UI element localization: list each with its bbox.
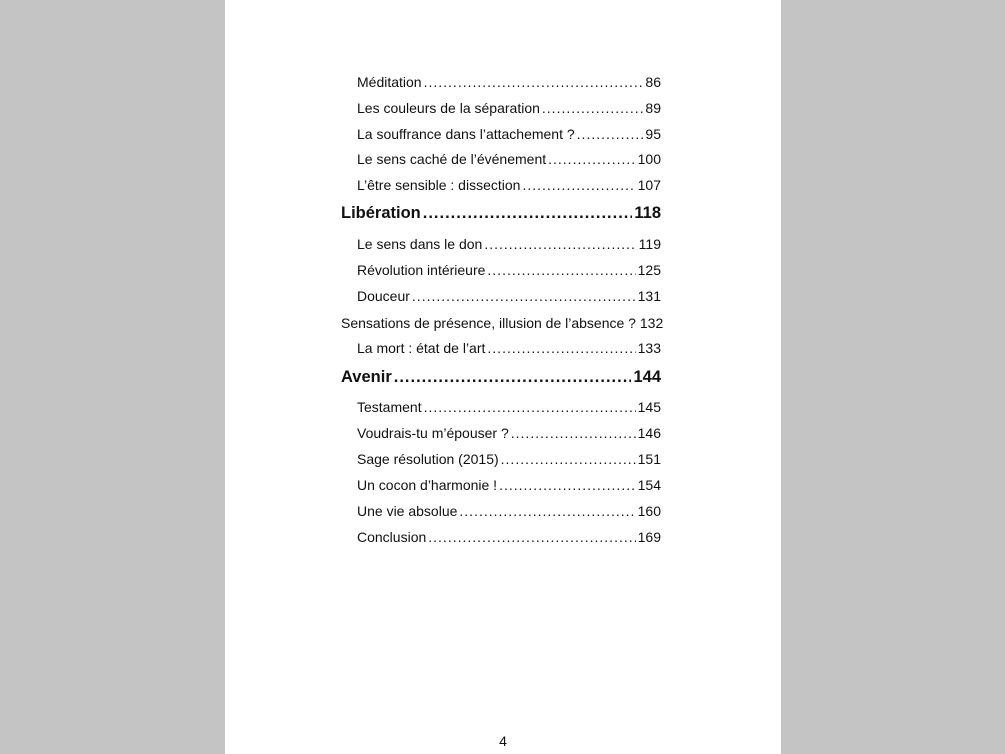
toc-leader-dots [511,425,636,441]
toc-leader-dots [423,204,633,223]
toc-entry-page: 107 [637,177,661,193]
toc-entry [357,236,661,252]
toc-entry [357,288,661,304]
toc-entry-page: 132 [639,315,664,331]
toc-entry-title: Sensations de présence, illusion de l’absence ? [341,315,636,331]
toc-entry-page: 169 [637,529,661,545]
toc-entry-page: 154 [637,477,661,493]
toc-entry [357,74,661,90]
toc-entry-title: Méditation [357,74,422,90]
toc-entry-title: Le sens caché de l’événement [357,151,547,167]
toc-entry-page: 151 [637,451,661,467]
toc-entry-title: Révolution intérieure [357,262,486,278]
toc-entry-page: 119 [638,236,661,252]
toc-entry-title: La souffrance dans l’attachement ? [357,126,575,142]
toc-leader-dots [394,368,632,387]
toc-entry-page: 133 [637,340,661,356]
toc-entry [357,529,661,545]
toc-entry-title: Voudrais-tu m’épouser ? [357,425,509,441]
document-page [225,0,781,754]
toc-entry-page: 160 [637,503,661,519]
toc-entry [357,340,661,356]
toc-entry-title: Sage résolution (2015) [357,451,499,467]
toc-leader-dots [548,151,636,167]
toc-leader-dots [542,100,644,116]
toc-chapter-page: 118 [634,204,661,222]
page-number: 4 [499,733,507,749]
toc-entry [357,425,661,441]
toc-leader-dots [428,529,635,545]
toc-entry-page: 86 [645,74,661,90]
toc-leader-dots [499,477,636,493]
toc-entry [357,262,661,278]
toc-leader-dots [501,451,636,467]
toc-entry [357,100,661,116]
toc-chapter-title: Avenir [341,368,392,386]
toc-entry [357,477,661,493]
toc-entry [357,126,661,142]
toc-entry-title: L’être sensible : dissection [357,177,521,193]
toc-entry-page: 89 [645,100,661,116]
toc-entry [357,399,661,415]
toc-leader-dots [484,236,636,252]
toc-entry-title: Conclusion [357,529,427,545]
toc-chapter-page: 144 [633,368,661,386]
toc-entry-title: Les couleurs de la séparation [357,100,540,116]
toc-leader-dots [459,503,635,519]
toc-leader-dots [487,340,635,356]
toc-leader-dots [487,262,635,278]
toc-leader-dots [522,177,635,193]
toc-chapter-title: Libération [341,204,421,222]
toc-chapter [341,368,661,387]
toc-entry [357,451,661,467]
toc-entry [341,315,681,331]
toc-entry-page: 146 [637,425,661,441]
toc-entry-title: Le sens dans le don [357,236,483,252]
toc-entry [357,151,661,167]
toc-entry-title: Testament [357,399,422,415]
toc-leader-dots [412,288,636,304]
toc-entry [357,177,661,193]
toc-entry-page: 100 [637,151,661,167]
toc-chapter [341,204,661,223]
toc-entry-title: La mort : état de l’art [357,340,486,356]
toc-leader-dots [424,74,644,90]
toc-leader-dots [577,126,644,142]
toc-entry-page: 131 [637,288,661,304]
toc-entry-title: Un cocon d’harmonie ! [357,477,498,493]
toc-entry-page: 95 [645,126,661,142]
toc-entry-title: Douceur [357,288,410,304]
toc-entry-page: 145 [637,399,661,415]
toc-entry [357,503,661,519]
toc-entry-title: Une vie absolue [357,503,458,519]
toc-entry-page: 125 [637,262,661,278]
toc-leader-dots [424,399,636,415]
